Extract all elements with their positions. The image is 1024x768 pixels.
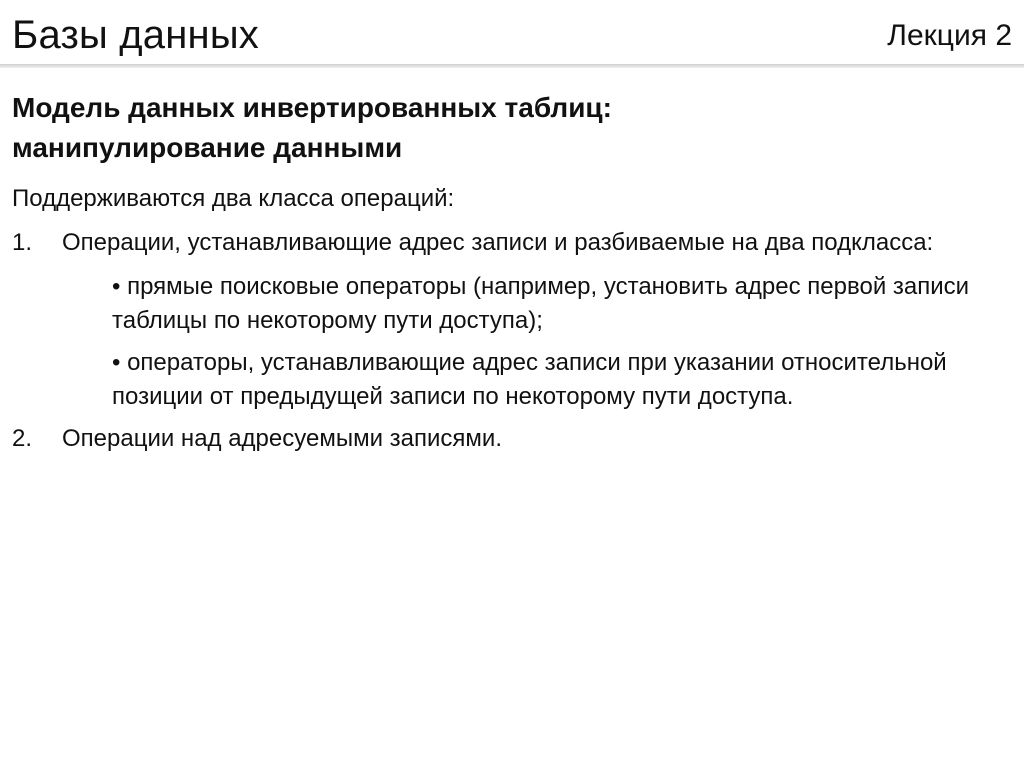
header-divider bbox=[0, 64, 1024, 68]
list-item-2-text: Операции над адресуемыми записями. bbox=[62, 425, 502, 452]
course-title: Базы данных bbox=[12, 13, 259, 57]
intro-text: Поддерживаются два класса операций: bbox=[12, 185, 455, 212]
sub-item-direct-search: • прямые поисковые операторы (например, установить адрес первой записи таблицы по некоторому пути доступа); bbox=[112, 273, 970, 334]
list-item-2-number: 2. bbox=[12, 425, 33, 452]
list-item-1-number: 1. bbox=[12, 229, 33, 256]
slide-header bbox=[0, 0, 1024, 66]
lecture-label: Лекция 2 bbox=[887, 19, 1012, 52]
sub-item-relative-position: • операторы, устанавливающие адрес записи при указании относительной позиции от предыдущей записи по некоторому пути доступа. bbox=[112, 349, 947, 410]
slide-content bbox=[12, 88, 1012, 456]
slide-title-line-1: Модель данных инвертированных таблиц: bbox=[12, 92, 612, 123]
list-item-1 bbox=[12, 226, 1012, 260]
list-item-1-text: Операции, устанавливающие адрес записи и разбиваемые на два подкласса: bbox=[62, 229, 934, 256]
list-item-2 bbox=[12, 422, 1012, 456]
slide-title bbox=[12, 88, 1012, 168]
slide-title-line-2: манипулирование данными bbox=[12, 132, 403, 163]
